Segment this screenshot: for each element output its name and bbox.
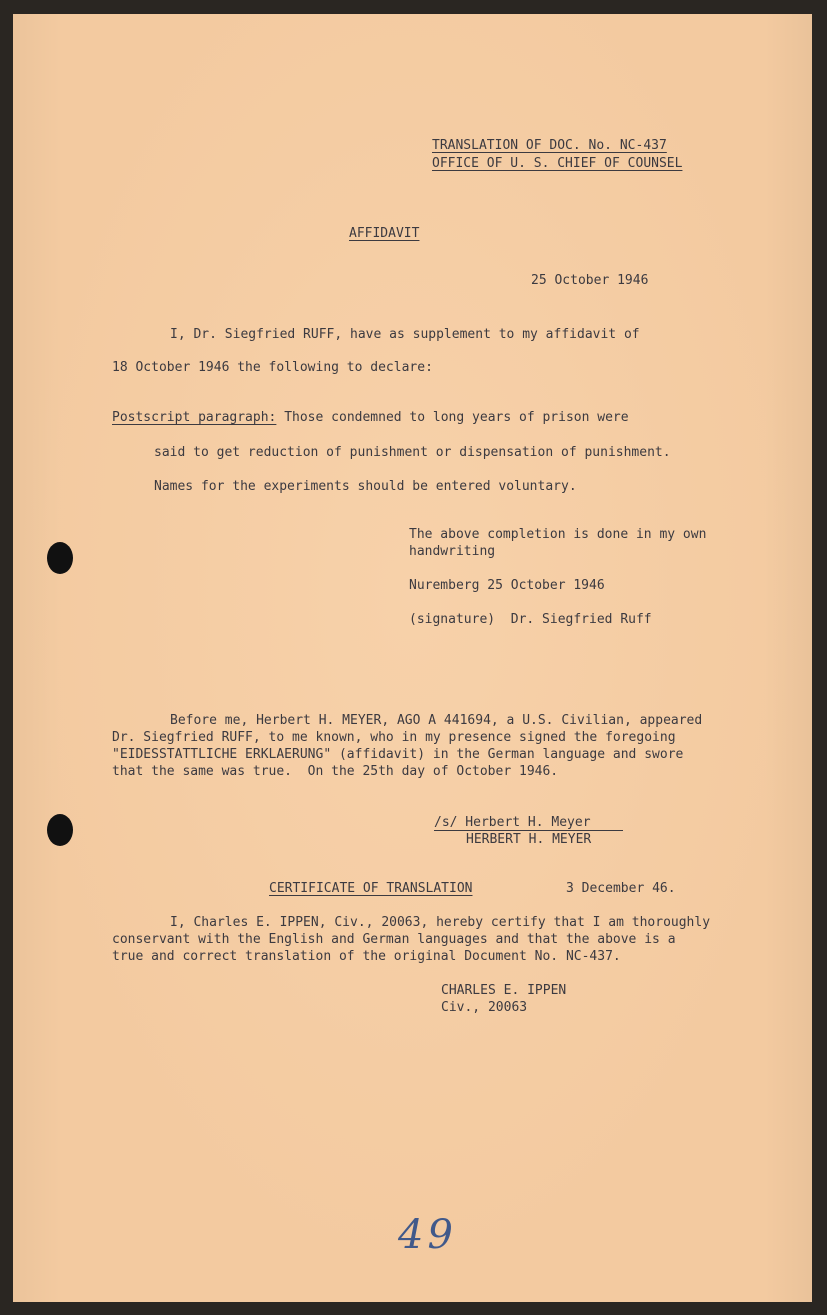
jurat-line-4: that the same was true. On the 25th day of October 1946. bbox=[112, 764, 559, 779]
postscript-line-3: Names for the experiments should be entered voluntary. bbox=[154, 479, 577, 494]
paragraph-1-line-1: I, Dr. Siegfried RUFF, have as supplement to my affidavit of bbox=[170, 327, 640, 342]
certificate-line-3: true and correct translation of the original Document No. NC-437. bbox=[112, 949, 621, 964]
punch-hole-upper bbox=[47, 542, 73, 574]
document-date: 25 October 1946 bbox=[531, 273, 649, 288]
certificate-signer-name: CHARLES E. IPPEN bbox=[441, 983, 567, 998]
jurat-line-3: "EIDESSTATTLICHE ERKLAERUNG" (affidavit) in the German language and swore bbox=[112, 747, 684, 762]
completion-signature: (signature) Dr. Siegfried Ruff bbox=[409, 612, 652, 627]
document-title: AFFIDAVIT bbox=[349, 226, 420, 241]
certificate-date: 3 December 46. bbox=[566, 881, 676, 896]
jurat-line-1: Before me, Herbert H. MEYER, AGO A 441694, a U.S. Civilian, appeared bbox=[170, 713, 703, 728]
paragraph-1-line-2: 18 October 1946 the following to declare: bbox=[112, 360, 433, 375]
jurat-signed: /s/ Herbert H. Meyer bbox=[434, 815, 591, 830]
signature-rule bbox=[434, 830, 623, 831]
certificate-heading: CERTIFICATE OF TRANSLATION bbox=[269, 881, 473, 896]
completion-line-1: The above completion is done in my own bbox=[409, 527, 707, 542]
jurat-typed-name: HERBERT H. MEYER bbox=[466, 832, 592, 847]
completion-line-2: handwriting bbox=[409, 544, 496, 559]
completion-place-date: Nuremberg 25 October 1946 bbox=[409, 578, 605, 593]
certificate-line-1: I, Charles E. IPPEN, Civ., 20063, hereby certify that I am thoroughly bbox=[170, 915, 711, 930]
postscript-label: Postscript paragraph: bbox=[112, 410, 277, 425]
handwritten-page-number: 49 bbox=[398, 1212, 457, 1258]
header-line-1: TRANSLATION OF DOC. No. NC-437 bbox=[432, 138, 667, 153]
postscript-line-1 bbox=[112, 410, 629, 426]
certificate-line-2: conservant with the English and German languages and that the above is a bbox=[112, 932, 676, 947]
document-page bbox=[13, 14, 812, 1302]
certificate-signer-id: Civ., 20063 bbox=[441, 1000, 528, 1015]
postscript-line-2: said to get reduction of punishment or dispensation of punishment. bbox=[154, 445, 671, 460]
postscript-text-1: Those condemned to long years of prison were bbox=[276, 410, 629, 425]
jurat-line-2: Dr. Siegfried RUFF, to me known, who in my presence signed the foregoing bbox=[112, 730, 676, 745]
punch-hole-lower bbox=[47, 814, 73, 846]
header-line-2: OFFICE OF U. S. CHIEF OF COUNSEL bbox=[432, 156, 683, 171]
